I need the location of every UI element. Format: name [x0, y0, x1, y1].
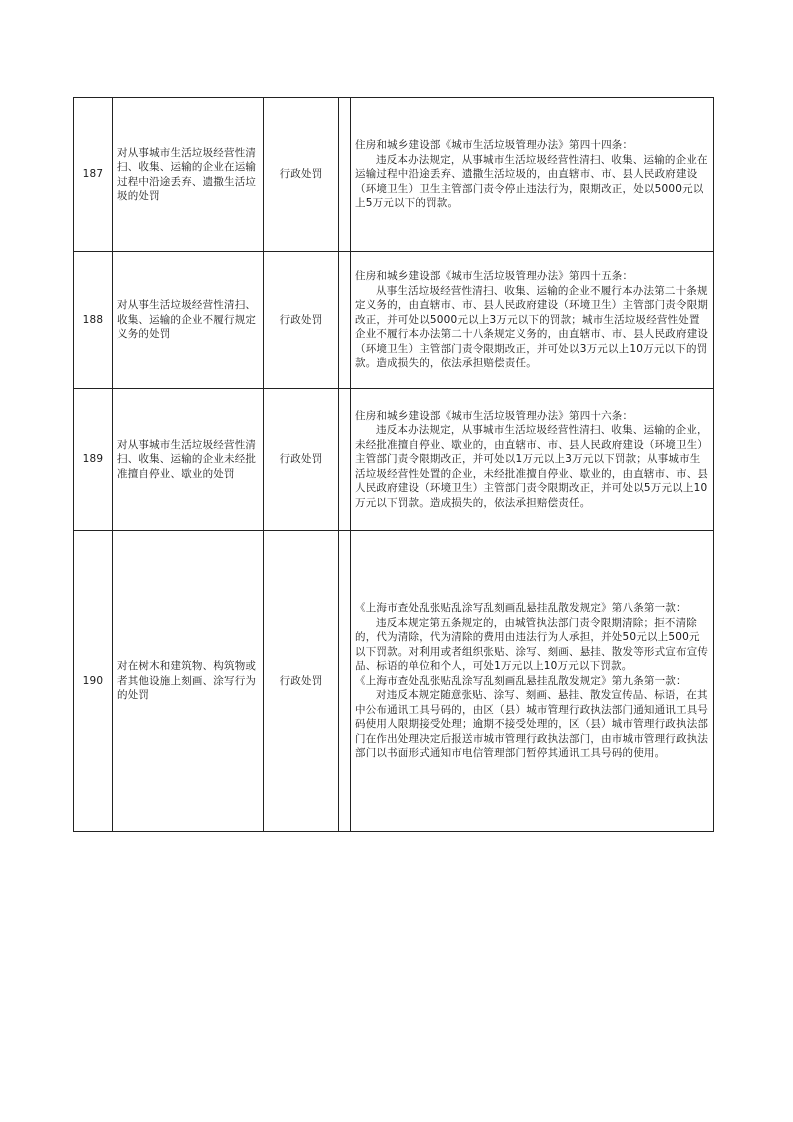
item-type: 行政处罚 — [264, 252, 339, 389]
legal-basis-cell — [351, 98, 714, 252]
table-row — [74, 98, 714, 252]
legal-basis-cell — [351, 389, 714, 531]
basis-heading: 《上海市查处乱张贴乱涂写乱刻画乱悬挂乱散发规定》第九条第一款： — [355, 674, 687, 687]
table-row — [74, 531, 714, 832]
spacer-cell — [339, 98, 351, 252]
basis-text: 从事生活垃圾经营性清扫、收集、运输的企业不履行本办法第二十条规定义务的，由直辖市、市、县人民政府建设（环境卫生）主管部门责令限期改正，并可处以5000元以上3万元以下的罚款；城市生活垃圾经营性处置企业不履行本办法第二十八条规定义务的，由直辖市、市、县人民政府建设（环境卫生）主管部门责令限期改正，并可处以3万元以上10万元以下的罚款。造成损失的，依法承担赔偿责任。 — [355, 284, 709, 370]
basis-heading: 《上海市查处乱张贴乱涂写乱刻画乱悬挂乱散发规定》第八条第一款： — [355, 602, 687, 615]
basis-text: 违反本规定第五条规定的，由城管执法部门责令限期清除；拒不清除的，代为清除，代为清除的费用由违法行为人承担，并处50元以上500元以下罚款。对利用或者组织张贴、涂写、刻画、悬挂、散发等形式宣布宣传品、标语的单位和个人，可处1万元以上10万元以下罚款。 — [355, 616, 709, 673]
item-name: 对从事生活垃圾经营性清扫、收集、运输的企业不履行规定义务的处罚 — [113, 252, 264, 389]
item-type: 行政处罚 — [264, 389, 339, 531]
spacer-cell — [339, 389, 351, 531]
basis-text: 违反本办法规定，从事城市生活垃圾经营性清扫、收集、运输的企业，未经批准擅自停业、歇业的，由直辖市、市、县人民政府建设（环境卫生）主管部门责令限期改正，并可处以1万元以上3万元以下罚款；从事城市生活垃圾经营性处置的企业，未经批准擅自停业、歇业的，由直辖市、市、县人民政府建设（环境卫生）主管部门责令限期改正，并可处以5万元以上10万元以下罚款。造成损失的，依法承担赔偿责任。 — [355, 424, 709, 509]
spacer-cell — [339, 252, 351, 389]
item-name: 对从事城市生活垃圾经营性清扫、收集、运输的企业未经批准擅自停业、歇业的处罚 — [113, 389, 264, 531]
item-name: 对在树木和建筑物、构筑物或者其他设施上刻画、涂写行为的处罚 — [113, 531, 264, 832]
spacer-cell — [339, 531, 351, 832]
legal-basis-cell — [351, 252, 714, 389]
basis-text: 对违反本规定随意张贴、涂写、刻画、悬挂、散发宣传品、标语，在其中公布通讯工具号码的，由区（县）城市管理行政执法部门通知通讯工具号码使用人限期接受处理；逾期不接受处理的，区（县）城市管理行政执法部门在作出处理决定后报送市城市管理行政执法部门，由市城市管理行政执法部门以书面形式通知市电信管理部门暂停其通讯工具号码的使用。 — [355, 689, 709, 760]
table-row — [74, 389, 714, 531]
item-number: 189 — [74, 389, 113, 531]
item-number: 190 — [74, 531, 113, 832]
item-type: 行政处罚 — [264, 98, 339, 252]
basis-heading: 住房和城乡建设部《城市生活垃圾管理办法》第四十四条： — [355, 139, 634, 152]
legal-basis-cell — [351, 531, 714, 832]
table-row — [74, 252, 714, 389]
basis-heading: 住房和城乡建设部《城市生活垃圾管理办法》第四十六条： — [355, 409, 634, 422]
basis-text: 违反本办法规定，从事城市生活垃圾经营性清扫、收集、运输的企业在运输过程中沿途丢弃、遗撒生活垃圾的，由直辖市、市、县人民政府建设（环境卫生）卫生主管部门责令停止违法行为，限期改正，处以5000元以上5万元以下的罚款。 — [355, 153, 708, 210]
item-name: 对从事城市生活垃圾经营性清扫、收集、运输的企业在运输过程中沿途丢弃、遗撒生活垃圾的处罚 — [113, 98, 264, 252]
item-number: 188 — [74, 252, 113, 389]
item-type: 行政处罚 — [264, 531, 339, 832]
item-number: 187 — [74, 98, 113, 252]
penalty-table — [73, 97, 714, 832]
basis-heading: 住房和城乡建设部《城市生活垃圾管理办法》第四十五条： — [355, 270, 634, 283]
